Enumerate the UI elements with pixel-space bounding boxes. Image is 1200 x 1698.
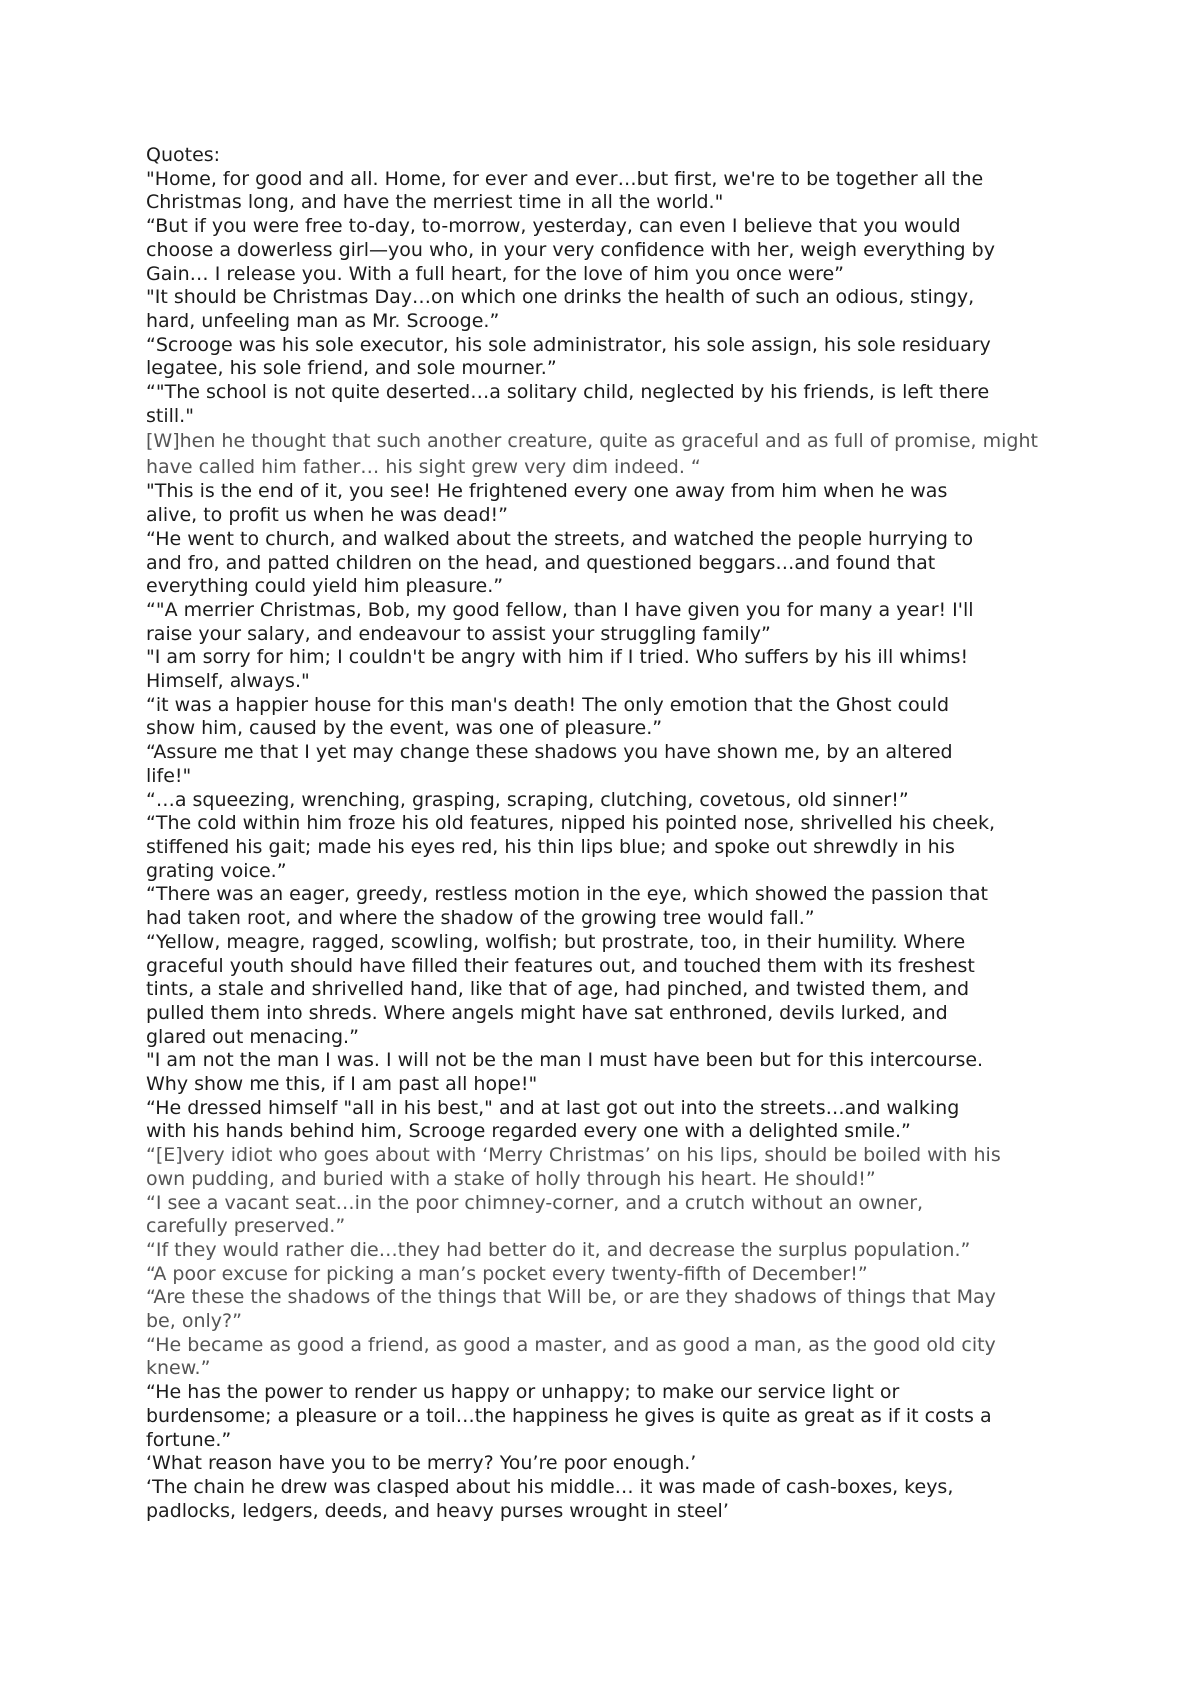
- quote-line: raise your salary, and endeavour to assist your struggling family”: [146, 622, 771, 645]
- quote-line: “He went to church, and walked about the streets, and watched the people hurrying to: [146, 527, 974, 550]
- quote-line: “Yellow, meagre, ragged, scowling, wolfish; but prostrate, too, in their humility. Where: [146, 930, 966, 953]
- quote-line: “He became as good a friend, as good a master, and as good a man, as the good old city: [146, 1333, 996, 1356]
- quote-line: Why show me this, if I am past all hope!": [146, 1073, 538, 1096]
- document-heading: Quotes:: [146, 144, 221, 166]
- quote-lines: [146, 168, 1076, 1524]
- quote-line: “"A merrier Christmas, Bob, my good fellow, than I have given you for many a year! I'll: [146, 598, 974, 621]
- quote-line: Gain… I release you. With a full heart, for the love of him you once were”: [146, 262, 845, 285]
- quote-line: carefully preserved.”: [146, 1215, 346, 1238]
- quote-line: grating voice.”: [146, 859, 287, 882]
- quote-line: fortune.”: [146, 1428, 232, 1451]
- quote-line: “I see a vacant seat…in the poor chimney-corner, and a crutch without an owner,: [146, 1191, 924, 1214]
- quote-line: “it was a happier house for this man's death! The only emotion that the Ghost could: [146, 693, 950, 716]
- quote-line: “But if you were free to-day, to-morrow, yesterday, can even I believe that you would: [146, 215, 961, 238]
- quote-line: with his hands behind him, Scrooge regarded every one with a delighted smile.”: [146, 1120, 911, 1143]
- quote-line: "I am not the man I was. I will not be the man I must have been but for this intercourse.: [146, 1049, 984, 1072]
- quote-line: and fro, and patted children on the head, and questioned beggars…and found that: [146, 551, 936, 574]
- quote-line: “Assure me that I yet may change these shadows you have shown me, by an altered: [146, 741, 953, 764]
- quote-line: “"The school is not quite deserted…a solitary child, neglected by his friends, is left there: [146, 381, 990, 404]
- quote-line: "It should be Christmas Day…on which one drinks the health of such an odious, stingy,: [146, 286, 975, 309]
- document-page: [146, 144, 1076, 1523]
- quote-line: have called him father… his sight grew very dim indeed. “: [146, 456, 701, 479]
- quote-line: “The cold within him froze his old features, nipped his pointed nose, shrivelled his cheek,: [146, 812, 996, 835]
- quote-line: padlocks, ledgers, deeds, and heavy purses wrought in steel’: [146, 1499, 729, 1522]
- quote-line: choose a dowerless girl—you who, in your very confidence with her, weigh everything by: [146, 238, 995, 261]
- quote-line: alive, to profit us when he was dead!”: [146, 504, 509, 527]
- quote-line: pulled them into shreds. Where angels might have sat enthroned, devils lurked, and: [146, 1001, 948, 1024]
- quote-line: had taken root, and where the shadow of the growing tree would fall.”: [146, 907, 815, 930]
- quote-line: “…a squeezing, wrenching, grasping, scraping, clutching, covetous, old sinner!”: [146, 788, 909, 811]
- quote-line: tints, a stale and shrivelled hand, like that of age, had pinched, and twisted them, and: [146, 978, 970, 1001]
- quote-line: everything could yield him pleasure.”: [146, 575, 504, 598]
- quote-line: knew.”: [146, 1357, 211, 1380]
- quote-line: Christmas long, and have the merriest time in all the world.": [146, 191, 724, 214]
- quote-line: “Scrooge was his sole executor, his sole administrator, his sole assign, his sole residuary: [146, 333, 991, 356]
- quote-line: “[E]very idiot who goes about with ‘Merry Christmas’ on his lips, should be boiled with his: [146, 1144, 1001, 1167]
- quote-line: "This is the end of it, you see! He frightened every one away from him when he was: [146, 480, 948, 503]
- quote-line: “Are these the shadows of the things that Will be, or are they shadows of things that May: [146, 1286, 996, 1309]
- quote-line: be, only?”: [146, 1310, 242, 1333]
- quote-line: show him, caused by the event, was one of pleasure.”: [146, 717, 663, 740]
- quote-line: glared out menacing.”: [146, 1025, 359, 1048]
- quote-line: [W]hen he thought that such another creature, quite as graceful and as full of promise, might: [146, 430, 1038, 453]
- quote-line: “He dressed himself "all in his best," and at last got out into the streets…and walking: [146, 1096, 960, 1119]
- quote-line: burdensome; a pleasure or a toil…the happiness he gives is quite as great as if it costs a: [146, 1404, 992, 1427]
- quote-line: “He has the power to render us happy or unhappy; to make our service light or: [146, 1381, 900, 1404]
- quote-line: ‘The chain he drew was clasped about his middle… it was made of cash-boxes, keys,: [146, 1475, 954, 1498]
- quote-line: own pudding, and buried with a stake of holly through his heart. He should!”: [146, 1167, 876, 1190]
- quote-line: "I am sorry for him; I couldn't be angry with him if I tried. Who suffers by his ill whims!: [146, 646, 969, 669]
- quote-line: “If they would rather die…they had better do it, and decrease the surplus population.”: [146, 1238, 971, 1261]
- quote-line: stiffened his gait; made his eyes red, his thin lips blue; and spoke out shrewdly in his: [146, 835, 955, 858]
- quote-line: Himself, always.": [146, 670, 310, 693]
- quote-line: “A poor excuse for picking a man’s pocket every twenty-fifth of December!”: [146, 1262, 868, 1285]
- quote-line: graceful youth should have filled their features out, and touched them with its freshest: [146, 954, 975, 977]
- quote-line: still.": [146, 404, 194, 427]
- quote-line: life!": [146, 764, 192, 787]
- quote-line: legatee, his sole friend, and sole mourner.”: [146, 357, 557, 380]
- quote-line: "Home, for good and all. Home, for ever and ever…but first, we're to be together all the: [146, 167, 984, 190]
- quote-line: “There was an eager, greedy, restless motion in the eye, which showed the passion that: [146, 883, 989, 906]
- quote-line: ‘What reason have you to be merry? You’re poor enough.’: [146, 1452, 697, 1475]
- quote-line: hard, unfeeling man as Mr. Scrooge.”: [146, 309, 500, 332]
